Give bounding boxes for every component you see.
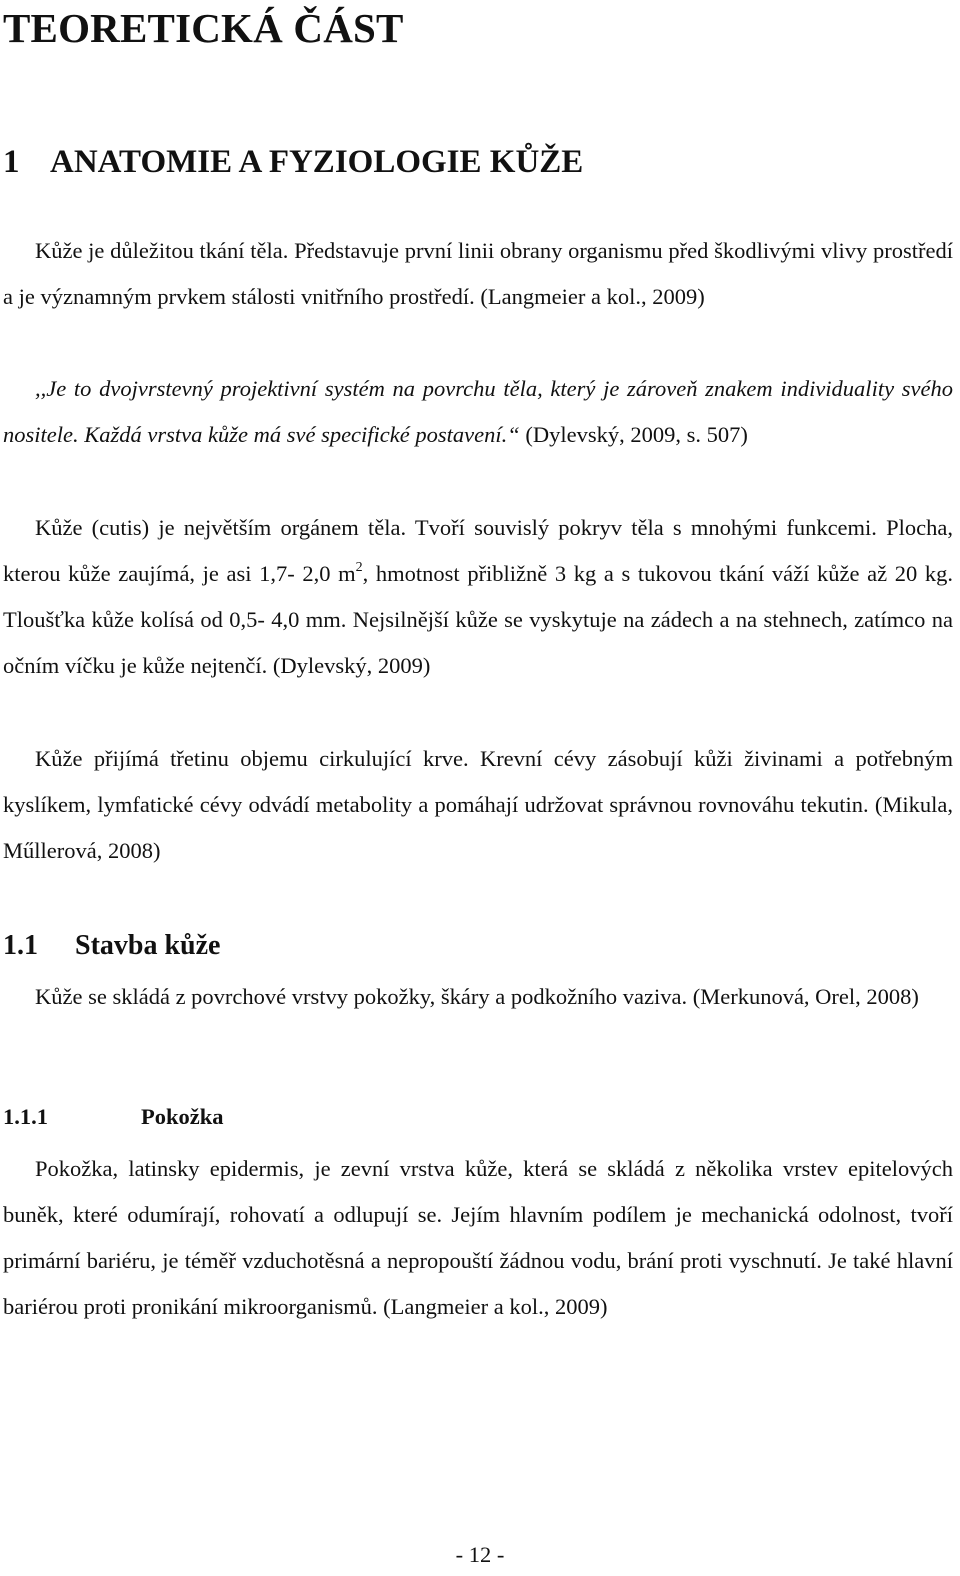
paragraph-quote bbox=[3, 366, 953, 458]
section-number: 1.1 bbox=[3, 930, 38, 961]
paragraph-skin-facts bbox=[3, 505, 953, 689]
paragraph-section-text: Kůže se skládá z povrchové vrstvy pokožky, škáry a podkožního vaziva. (Merkunová, Orel, 2008) bbox=[35, 984, 919, 1009]
skin-facts-text-2: , hmotnost přibližně 3 kg a s tukovou tkání váží kůže až 20 kg. Tloušťka kůže kolísá od 0,5- 4,0 mm. Nejsilnější kůže se vyskytuje na zádech a na stehnech, zatímco na očním víčku je kůže nejtenčí. (Dylevský, 2009) bbox=[3, 561, 953, 678]
page-number: - 12 - bbox=[455, 1542, 505, 1567]
superscript-2: 2 bbox=[355, 559, 363, 575]
paragraph-epidermis: Pokožka, latinsky epidermis, je zevní vrstva kůže, která se skládá z několika vrstev epitelových buněk, které odumírají, rohovatí a odlupují se. Jejím hlavním podílem je mechanická odolnost, tvoří primární bariéru, je téměř vzduchotěsná a nepropouští žádnou vodu, brání proti vyschnutí. Je také hlavní bariérou proti pronikání mikroorganismů. (Langmeier a kol., 2009) bbox=[3, 1156, 953, 1319]
chapter-title: ANATOMIE A FYZIOLOGIE KŮŽE bbox=[50, 144, 584, 180]
paragraph-blood-supply: Kůže přijímá třetinu objemu cirkulující krve. Krevní cévy zásobují kůži živinami a potřebným kyslíkem, lymfatické cévy odvádí metabolity a pomáhají udržovat správnou rovnováhu tekutin. (Mikula, Műllerová, 2008) bbox=[3, 746, 953, 863]
main-title: TEORETICKÁ ČÁST bbox=[3, 5, 404, 51]
quote-text: ,,Je to dvojvrstevný projektivní systém na povrchu těla, který je zároveň znakem individuality svého nositele. Každá vrstva kůže má své specifické postavení.“ bbox=[3, 376, 953, 447]
quote-citation: (Dylevský, 2009, s. 507) bbox=[519, 422, 748, 447]
skin-facts-text-1: Kůže (cutis) je největším orgánem těla. Tvoří souvislý pokryv těla s mnohými funkcemi. Plocha, kterou kůže zaujímá, je asi 1,7- 2,0 m bbox=[3, 515, 953, 586]
subsection-heading bbox=[3, 1097, 224, 1137]
section-title: Stavba kůže bbox=[75, 930, 221, 961]
paragraph-intro: Kůže je důležitou tkání těla. Představuje první linii obrany organismu před škodlivými vlivy prostředí a je významným prvkem stálosti vnitřního prostředí. (Langmeier a kol., 2009) bbox=[3, 238, 953, 309]
section-heading bbox=[3, 922, 220, 970]
subsection-number: 1.1.1 bbox=[3, 1104, 48, 1129]
subsection-title: Pokožka bbox=[141, 1104, 224, 1129]
chapter-number: 1 bbox=[3, 144, 20, 180]
chapter-heading bbox=[3, 140, 583, 184]
